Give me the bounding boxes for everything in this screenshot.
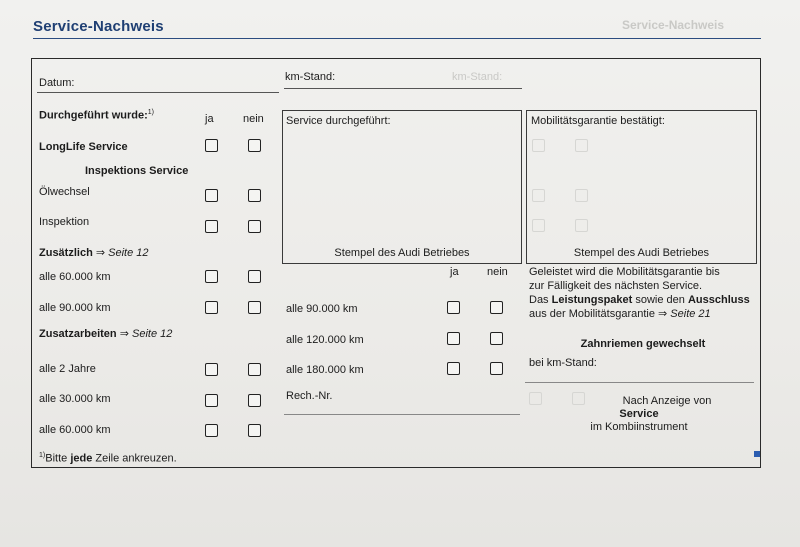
middle-180000-label: alle 180.000 km — [286, 364, 364, 376]
ghost-checkbox — [575, 189, 588, 202]
zahnriemen-label: Zahnriemen gewechselt — [580, 338, 706, 350]
left-60000-ja-checkbox[interactable] — [205, 270, 218, 283]
left-60000b-label: alle 60.000 km — [39, 424, 111, 436]
service-stamp-box[interactable] — [282, 110, 522, 264]
arrow-icon: ⇒ — [95, 247, 106, 259]
km-stand-label: km-Stand: — [285, 71, 336, 83]
zusatzarbeiten-label: Zusatzarbeiten ⇒ Seite 12 — [39, 328, 173, 340]
footnote: $^{1)}$Bitte jede Zeile ankreuzen. — [39, 452, 177, 465]
zwei-jahre-nein-checkbox[interactable] — [248, 363, 261, 376]
bei-km-stand-label: bei km-Stand: — [529, 357, 597, 369]
inspektion-ja-checkbox[interactable] — [205, 220, 218, 233]
longlife-label: LongLife Service — [39, 141, 128, 153]
middle-90000-ja-checkbox[interactable] — [447, 301, 460, 314]
inspektion-nein-checkbox[interactable] — [248, 220, 261, 233]
left-60000-label: alle 60.000 km — [39, 271, 111, 283]
kombiinstrument-label: im Kombiinstrument — [590, 421, 688, 433]
inspektion-label: Inspektion — [39, 216, 90, 228]
oelwechsel-label: Ölwechsel — [39, 186, 90, 198]
middle-120000-nein-checkbox[interactable] — [490, 332, 503, 345]
service-label: Service — [619, 408, 659, 420]
service-durchgefuehrt-label: Service durchgeführt: — [286, 115, 391, 127]
zwei-jahre-ja-checkbox[interactable] — [205, 363, 218, 376]
longlife-ja-checkbox[interactable] — [205, 139, 218, 152]
middle-120000-ja-checkbox[interactable] — [447, 332, 460, 345]
middle-180000-ja-checkbox[interactable] — [447, 362, 460, 375]
bleed-through-km: km-Stand: — [452, 71, 503, 83]
ghost-checkbox — [575, 219, 588, 232]
col-ja-left: ja — [205, 113, 214, 125]
ghost-checkbox — [575, 139, 588, 152]
left-30000-ja-checkbox[interactable] — [205, 394, 218, 407]
middle-120000-label: alle 120.000 km — [286, 334, 364, 346]
rech-nr-label: Rech.-Nr. — [286, 390, 333, 402]
middle-90000-nein-checkbox[interactable] — [490, 301, 503, 314]
oelwechsel-nein-checkbox[interactable] — [248, 189, 261, 202]
arrow-icon: ⇒ — [658, 308, 668, 320]
datum-line[interactable] — [37, 92, 279, 93]
ghost-checkbox — [529, 392, 542, 405]
left-90000-label: alle 90.000 km — [39, 302, 111, 314]
datum-label: Datum: — [39, 77, 75, 89]
ghost-checkbox — [532, 219, 545, 232]
mobility-stamp-box[interactable] — [526, 110, 757, 264]
left-30000-nein-checkbox[interactable] — [248, 394, 261, 407]
nach-anzeige-label: Nach Anzeige von — [622, 395, 712, 407]
mobility-info-text: Geleistet wird die Mobilitätsgarantie bis zur Fälligkeit des nächsten Service. Das Leistungspaket sowie den Ausschluss aus der Mobilitätsgarantie ⇒ Seite 21 — [529, 266, 750, 320]
inspektions-service-label: Inspektions Service — [85, 165, 189, 177]
ghost-checkbox — [532, 189, 545, 202]
page-title: Service-Nachweis — [33, 18, 164, 35]
col-nein-middle: nein — [487, 266, 508, 278]
mobilitaetsgarantie-label: Mobilitätsgarantie bestätigt: — [531, 115, 665, 127]
middle-stempel-label: Stempel des Audi Betriebes — [334, 247, 470, 259]
bleed-through-title: Service-Nachweis — [622, 18, 725, 32]
bei-km-stand-line[interactable] — [525, 382, 754, 383]
title-rule — [33, 38, 761, 39]
arrow-icon: ⇒ — [119, 328, 129, 340]
rech-nr-line[interactable] — [284, 414, 520, 415]
zwei-jahre-label: alle 2 Jahre — [39, 363, 96, 375]
right-stempel-label: Stempel des Audi Betriebes — [573, 247, 710, 259]
left-90000-ja-checkbox[interactable] — [205, 301, 218, 314]
left-60000b-nein-checkbox[interactable] — [248, 424, 261, 437]
middle-180000-nein-checkbox[interactable] — [490, 362, 503, 375]
left-60000-nein-checkbox[interactable] — [248, 270, 261, 283]
km-stand-line[interactable] — [284, 88, 522, 89]
col-nein-left: nein — [243, 113, 264, 125]
left-90000-nein-checkbox[interactable] — [248, 301, 261, 314]
service-form — [31, 58, 761, 468]
longlife-nein-checkbox[interactable] — [248, 139, 261, 152]
page-marker — [754, 451, 760, 457]
durchgefuehrt-label: Durchgeführt wurde:$^{1)}$ — [39, 109, 155, 122]
zusaetzlich-label: Zusätzlich ⇒ Seite 12 — [39, 247, 149, 259]
middle-90000-label: alle 90.000 km — [286, 303, 358, 315]
left-60000b-ja-checkbox[interactable] — [205, 424, 218, 437]
left-30000-label: alle 30.000 km — [39, 393, 111, 405]
col-ja-middle: ja — [450, 266, 459, 278]
oelwechsel-ja-checkbox[interactable] — [205, 189, 218, 202]
ghost-checkbox — [532, 139, 545, 152]
